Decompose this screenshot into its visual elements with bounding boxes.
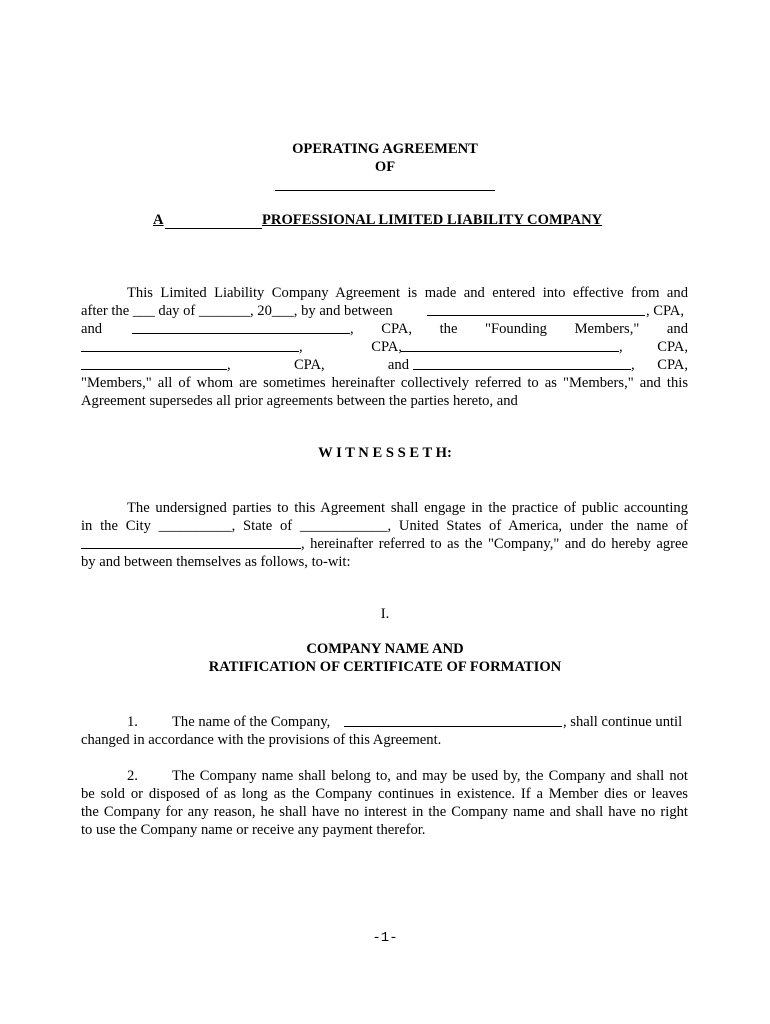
para2-line-2: in the City __________, State of ____________, United States of America, under the name of xyxy=(81,518,688,534)
para2-line-4: by and between themselves as follows, to-wit: xyxy=(81,554,351,570)
item2-line-1: 2. The Company name shall belong to, and may be used by, the Company and shall not xyxy=(127,768,688,784)
para2-line-1: The undersigned parties to this Agreement shall engage in the practice of public accounting xyxy=(127,500,688,516)
intro-line-4: , CPA, , CPA, xyxy=(81,338,688,356)
item2-line-2: be sold or disposed of as long as the Company continues in existence. If a Member dies or leaves xyxy=(81,786,688,802)
item1-line-1: 1. The name of the Company, , shall continue until xyxy=(127,714,683,730)
title-line-2: OF xyxy=(374,159,396,175)
witnesseth-heading: W I T N E S S E T H: xyxy=(318,445,452,461)
intro-line-3: and , CPA, the "Founding Members," and xyxy=(81,321,688,337)
intro-line-6: "Members," all of whom are sometimes hereinafter collectively referred to as "Members," and this xyxy=(81,375,688,391)
title-line-1: OPERATING AGREEMENT xyxy=(292,141,478,157)
intro-line-2: after the ___ day of _______, 20___, by and between , CPA, xyxy=(81,303,684,319)
para2-line-3: , hereinafter referred to as the "Company," and do hereby agree xyxy=(81,535,688,553)
intro-line-1: This Limited Liability Company Agreement is made and entered into effective from and xyxy=(127,285,688,301)
subtitle-blank xyxy=(165,228,262,229)
item1-line-2: changed in accordance with the provisions of this Agreement. xyxy=(81,732,442,748)
item2-line-4: to use the Company name or receive any payment therefor. xyxy=(81,822,426,838)
subtitle-text: PROFESSIONAL LIMITED LIABILITY COMPANY xyxy=(262,212,603,228)
company-name-blank xyxy=(275,190,495,191)
item2-line-3: the Company for any reason, he shall have no interest in the Company name and shall have no right xyxy=(81,804,688,820)
subtitle-a: A xyxy=(153,212,164,228)
section-numeral: I. xyxy=(380,606,390,622)
page-number: -1- xyxy=(372,930,398,946)
intro-line-5: , CPA, and , CPA, xyxy=(81,356,688,374)
section-heading-2: RATIFICATION OF CERTIFICATE OF FORMATION xyxy=(208,659,562,675)
intro-line-7: Agreement supersedes all prior agreements between the parties hereto, and xyxy=(81,393,518,409)
section-heading-1: COMPANY NAME AND xyxy=(306,641,464,657)
